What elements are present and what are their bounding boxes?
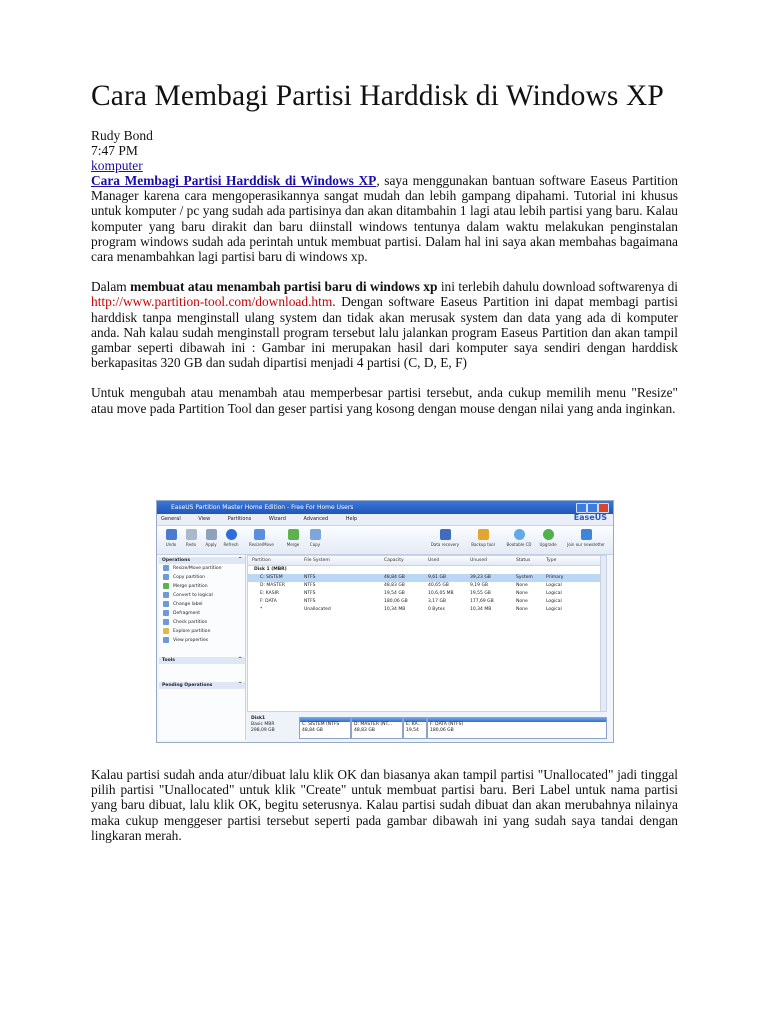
operations-header: Operations ^ (159, 557, 245, 564)
table-row: F: DATA NTFS 180,06 GB 3,17 GB 177,69 GB None Logical (260, 599, 562, 604)
toolbar (157, 526, 613, 555)
folder-icon (163, 628, 169, 634)
table-row: * Unallocated 10,34 MB 0 Bytes 10,34 MB None Logical (260, 607, 562, 612)
copy-button: Copy (305, 529, 325, 547)
resize-icon (163, 565, 169, 571)
merge-button: Merge (283, 529, 303, 547)
disk-map (247, 711, 607, 742)
p2-bold: membuat atau menambah partisi baru di windows xp (130, 279, 438, 295)
upgrade-button: Upgrade (535, 529, 561, 547)
download-url-link[interactable]: http://www.partition-tool.com/download.htm (91, 294, 333, 310)
paragraph-2 (91, 279, 678, 370)
p2-b: ini terlebih dahulu download softwarenya di (437, 279, 679, 295)
paragraph-1-text: , saya menggunakan bantuan software Easeus Partition Manager karena cara mengoperasikannya sangat mudah dan lebih gampang dipahami. Tutorial ini khusus untuk komputer / pc yang sudah ada partisinya dan akan ditambahin 1 lagi atau lebih partisi yang baru. Kalau komputer yang baru dirakit dan baru diinstall windows tentunya dalam waktu melakukan penginstalan program windows sudah ada perintah untuk membuat partisi. Dalam hal ini saya akan membahas bagaimana cara menambahkan lagi partisi baru di windows xp. (91, 173, 678, 265)
post-meta (91, 128, 678, 173)
partition-block-f: F: DATA (NTFS) 180,06 GB (427, 717, 607, 739)
redo-icon (186, 529, 197, 540)
article-continued (91, 767, 678, 843)
data-recovery-icon (440, 529, 451, 540)
scrollbar (600, 556, 606, 711)
copy-icon (310, 529, 321, 540)
undo-icon (166, 529, 177, 540)
newsletter-button: Join our newsletter (561, 529, 611, 547)
upgrade-icon (543, 529, 554, 540)
window-title: EaseUS Partition Master Home Edition - Free For Home Users (171, 504, 354, 511)
merge-icon (163, 583, 169, 589)
menu-wizard: Wizard (268, 516, 286, 522)
paragraph-1 (91, 173, 678, 264)
refresh-button: Refresh (221, 529, 241, 547)
author: Rudy Bond (91, 128, 153, 143)
merge-icon (288, 529, 299, 540)
partition-manager-screenshot (156, 500, 614, 743)
bootable-cd-button: Bootable CD (501, 529, 537, 547)
operations-sidebar (159, 555, 246, 740)
paragraph-4: Kalau partisi sudah anda atur/dibuat lalu klik OK dan biasanya akan tampil partisi "Unallocated" jadi tinggal pilih partisi "Unallocated" untuk klik "Create" untuk membuat partisi baru. Beri Label untuk nama partisi yang baru dibuat, lalu klik OK, begitu seterusnya. Kalau partisi sudah dibuat dan akan merubahnya nilainya maka cukup menggeser partisi tersebut seperti pada gambar dibawah ini yang sudah saya tandai dengan lingkaran merah. (91, 767, 678, 843)
cd-icon (514, 529, 525, 540)
menu-bar (157, 514, 613, 526)
menu-view: View (198, 516, 211, 522)
op-convert: Convert to logical (159, 591, 245, 600)
apply-button: Apply (201, 529, 221, 547)
disk-info: Disk1 Basic MBR 298,09 GB (251, 716, 275, 733)
data-recovery-button: Data recovery (425, 529, 465, 547)
partition-block-c: C: SISTEM (NTFS 48,84 GB (299, 717, 351, 739)
partition-table (247, 555, 607, 712)
table-row: E: KASIR NTFS 19,54 GB 10,6,05 MB 19,55 GB None Logical (260, 591, 562, 596)
table-row: D: MASTER NTFS 48,83 GB 40,65 GB 9,19 GB None Logical (260, 583, 562, 588)
backup-tool-button: Backup tool (465, 529, 501, 547)
tools-header: Tools ^ (159, 657, 245, 664)
pending-header: Pending Operations ^ (159, 682, 245, 689)
newsletter-icon (581, 529, 592, 540)
window-titlebar (157, 501, 613, 514)
copy-icon (163, 574, 169, 580)
op-properties: View properties (159, 636, 245, 645)
redo-button: Redo (181, 529, 201, 547)
properties-icon (163, 637, 169, 643)
label-icon (163, 601, 169, 607)
partition-block-d: D: MASTER (NT... 48,83 GB (351, 717, 403, 739)
undo-button: Undo (161, 529, 181, 547)
menu-help: Help (345, 516, 358, 522)
partition-block-e: E: KA... 19,54 (403, 717, 427, 739)
menu-advanced: Advanced (303, 516, 329, 522)
title-link[interactable]: Cara Membagi Partisi Harddisk di Windows XP (91, 173, 377, 188)
check-icon (163, 619, 169, 625)
post-time: 7:47 PM (91, 143, 138, 158)
op-defrag: Defragment (159, 609, 245, 618)
disk-row: Disk 1 (MBR) (254, 567, 287, 572)
table-row: C: SISTEM NTFS 48,84 GB 9,61 GB 39,23 GB System Primary (248, 574, 606, 582)
p2-a: Dalam (91, 279, 131, 295)
backup-icon (478, 529, 489, 540)
p2-c: . Dengan software Easeus Partition ini dapat membagi partisi harddisk tanpa menginstall ulang system dan tidak akan merusak system dan data yang ada di komputer anda. Nah kalau sudah menginstall program tersebut lalu jalankan program Easeus Partition dan akan tampil gambar seperti dibawah ini : Gambar ini merupakan hasil dari komputer saya sendiri dengan harddisk berkapasitas 320 GB dan sudah dipartisi menjadi 4 partisi (C, D, E, F) (91, 294, 678, 371)
brand-logo: EaseUS (573, 513, 607, 522)
category-link[interactable]: komputer (91, 158, 143, 173)
convert-icon (163, 592, 169, 598)
op-check: Check partition (159, 618, 245, 627)
op-label: Change label (159, 600, 245, 609)
defrag-icon (163, 610, 169, 616)
op-explore: Explore partition (159, 627, 245, 636)
refresh-icon (226, 529, 237, 540)
paragraph-3: Untuk mengubah atau menambah atau memperbesar partisi tersebut, anda cukup memilih menu "Resize" atau move pada Partition Tool dan geser partisi yang kosong dengan mouse dengan nilai yang anda inginkan. (91, 385, 678, 416)
page-title: Cara Membagi Partisi Harddisk di Windows XP (91, 80, 664, 112)
op-copy: Copy partition (159, 573, 245, 582)
article (91, 80, 678, 416)
menu-partitions: Partitions (227, 516, 252, 522)
op-merge: Merge partition (159, 582, 245, 591)
apply-icon (206, 529, 217, 540)
table-header: Partition File System Capacity Used Unused Status Type (248, 556, 606, 566)
resize-icon (254, 529, 265, 540)
resize-move-button: Resize/Move (249, 529, 269, 547)
menu-general: General (161, 516, 181, 522)
op-resize: Resize/Move partition (159, 564, 245, 573)
